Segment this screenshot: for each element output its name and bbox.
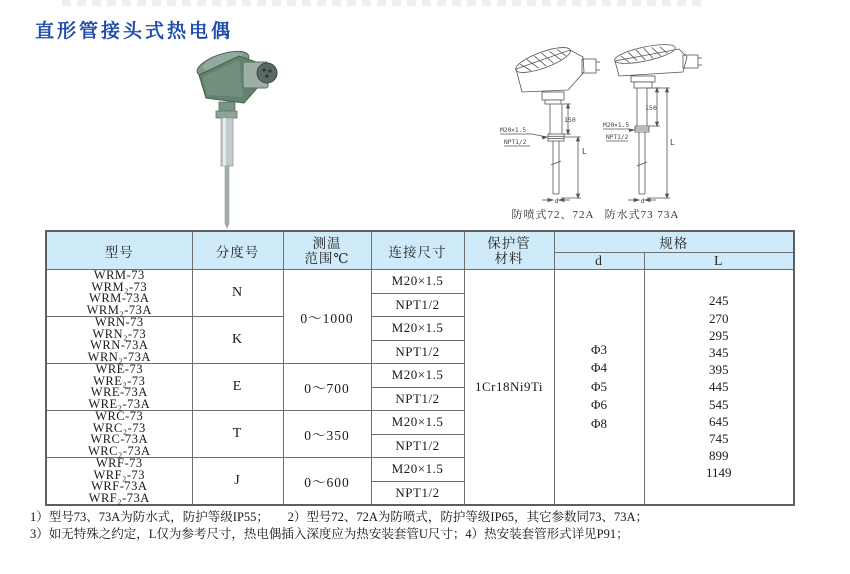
connection-cell: NPT1/2 bbox=[371, 387, 464, 411]
model-cell-wrc: WRC-73 WRC₂-73 WRC-73A WRC₂-73A bbox=[46, 411, 192, 458]
photo-probe bbox=[221, 118, 233, 229]
dim-npt-left: NPT1/2 bbox=[504, 139, 527, 146]
thermocouple-photo bbox=[183, 45, 293, 230]
d-values-cell: Φ3 Φ4 Φ5 Φ6 Φ8 bbox=[554, 270, 644, 506]
dim-m20-left: M20×1.5 bbox=[500, 127, 527, 134]
drawing-caption-spray-proof: 防喷式72、72A bbox=[511, 209, 595, 221]
L-values-cell: 245 270 295 345 395 445 545 645 745 899 1149 bbox=[644, 270, 794, 506]
footnote-line-2: 3）如无特殊之约定，L仅为参考尺寸，热电偶插入深度应为热安装套管U尺寸；4）热安装套管形式详见P91； bbox=[30, 527, 629, 541]
dim-npt-right: NPT1/2 bbox=[606, 134, 629, 141]
model-cell-wrf: WRF-73 WRF₂-73 WRF-73A WRF₂-73A bbox=[46, 458, 192, 506]
header-graduation: 分度号 bbox=[192, 231, 283, 270]
header-model: 型号 bbox=[46, 231, 192, 270]
truncated-text-strip bbox=[62, 0, 702, 6]
dim-150-right: 150 bbox=[645, 104, 657, 112]
connection-cell: NPT1/2 bbox=[371, 340, 464, 364]
footnote-line-1: 1）型号73、73A为防水式，防护等级IP55； 2）型号72、72A为防喷式，防护等级IP65，其它参数同73、73A； bbox=[30, 510, 649, 524]
dim-d-right: d bbox=[640, 197, 645, 205]
header-temp-range: 测温 范围℃ bbox=[283, 231, 371, 270]
graduation-cell: E bbox=[192, 364, 283, 411]
graduation-cell: T bbox=[192, 411, 283, 458]
range-cell: 0～1000 bbox=[283, 270, 371, 364]
model-cell-wrm: WRM-73 WRM₂-73 WRM-73A WRM₂-73A bbox=[46, 270, 192, 317]
spec-table bbox=[45, 230, 795, 506]
connection-cell: M20×1.5 bbox=[371, 411, 464, 435]
header-tube-material: 保护管 材料 bbox=[464, 231, 554, 270]
drawing-spray-proof bbox=[498, 42, 604, 206]
drawing-caption-waterproof: 防水式73 73A bbox=[604, 209, 680, 221]
table-row bbox=[46, 270, 794, 294]
drawing-waterproof bbox=[603, 42, 709, 206]
graduation-cell: K bbox=[192, 317, 283, 364]
connection-cell: M20×1.5 bbox=[371, 270, 464, 294]
graduation-cell: J bbox=[192, 458, 283, 506]
dim-d-left: d bbox=[554, 197, 559, 205]
header-d: d bbox=[554, 253, 644, 270]
header-L: L bbox=[644, 253, 794, 270]
range-cell: 0～700 bbox=[283, 364, 371, 411]
page-title: 直形管接头式热电偶 bbox=[35, 21, 234, 42]
model-cell-wre: WRE-73 WRE₂-73 WRE-73A WRE₂-73A bbox=[46, 364, 192, 411]
graduation-cell: N bbox=[192, 270, 283, 317]
header-spec: 规格 bbox=[554, 231, 794, 253]
dim-L-left: L bbox=[582, 147, 587, 156]
header-connection: 连接尺寸 bbox=[371, 231, 464, 270]
connection-cell: M20×1.5 bbox=[371, 364, 464, 388]
range-cell: 0～350 bbox=[283, 411, 371, 458]
connection-cell: NPT1/2 bbox=[371, 434, 464, 458]
connection-cell: NPT1/2 bbox=[371, 293, 464, 317]
range-cell: 0～600 bbox=[283, 458, 371, 506]
dim-m20-right: M20×1.5 bbox=[603, 122, 630, 129]
connection-cell: M20×1.5 bbox=[371, 458, 464, 482]
connection-cell: M20×1.5 bbox=[371, 317, 464, 341]
model-cell-wrn: WRN-73 WRN₂-73 WRN-73A WRN₂-73A bbox=[46, 317, 192, 364]
connection-cell: NPT1/2 bbox=[371, 481, 464, 505]
photo-head bbox=[194, 46, 277, 103]
tube-material-cell: 1Cr18Ni9Ti bbox=[464, 270, 554, 506]
dim-150-left: 150 bbox=[564, 116, 576, 124]
footnotes bbox=[30, 509, 842, 543]
dim-L-right: L bbox=[670, 138, 675, 147]
